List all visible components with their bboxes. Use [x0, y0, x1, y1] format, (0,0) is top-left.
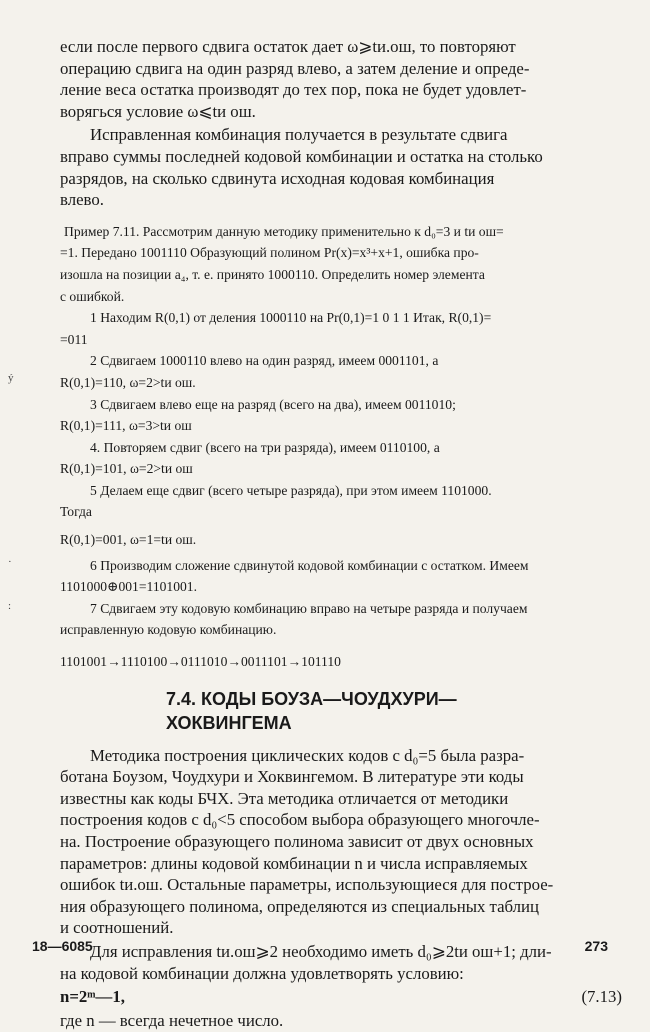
text-line: влево.: [60, 190, 104, 210]
text-line: если после первого сдвига остаток дает ω⩾tи.ош, то повторяют: [60, 37, 516, 56]
example-line: R(0,1)=001, ω=1=tи ош.: [60, 532, 197, 548]
text-line: ошибок tи.ош. Остальные параметры, использующиеся для построе-: [60, 875, 554, 895]
section-title-line-2: ХОКВИНГЕМА: [166, 712, 292, 733]
text-line: на. Построение образующего полинома зависит от двух основных: [60, 832, 534, 851]
example-line: 4. Повторяем сдвиг (всего на три разряда), имеем 0110100, а: [90, 439, 440, 455]
page-number: 273: [584, 938, 608, 954]
text-line: параметров: длины кодовой комбинации n и числа исправляемых: [60, 853, 528, 873]
margin-mark: :: [8, 600, 12, 612]
text-line: где n — всегда нечетное число.: [60, 1011, 284, 1031]
text-line: вправо суммы последней кодовой комбинации и остатка на столько: [60, 146, 543, 166]
paragraph-3: [60, 745, 622, 939]
text-line: ление веса остатка производят до тех пор, пока не будет удовлет-: [60, 80, 527, 100]
formula-note: [60, 1010, 622, 1032]
paragraph-2: [60, 124, 622, 210]
paragraph-1: [60, 36, 622, 122]
example-line: 7 Сдвигаем эту кодовую комбинацию вправо на четыре разряда и получаем: [90, 600, 528, 616]
example-line: R(0,1)=111, ω=3>tи ош: [60, 418, 192, 434]
text-line: на кодовой комбинации должна удовлетворять условию:: [60, 963, 464, 983]
example-line: изошла на позиции a₄, т. е. принято 1000110. Определить номер элемента: [60, 266, 485, 282]
text-line: Исправленная комбинация получается в результате сдвига: [90, 125, 508, 145]
text-line: ворягься условие ω⩽tи ош.: [60, 101, 256, 121]
text-line: операцию сдвига на один разряд влево, а затем деление и опреде-: [60, 58, 530, 78]
example-line: 2 Сдвигаем 1000110 влево на один разряд, имеем 0001101, а: [90, 353, 439, 369]
page-footer: [32, 938, 608, 954]
example-line: 5 Делаем еще сдвиг (всего четыре разряда), при этом имеем 1101000.: [90, 482, 492, 498]
example-line: Тогда: [60, 504, 92, 520]
example-line: =1. Передано 1001110 Образующий полином Pr(x)=x³+x+1, ошибка про-: [60, 245, 479, 261]
text-line: и соотношений.: [60, 918, 174, 938]
page-content: [60, 36, 622, 1032]
example-line: исправленную кодовую комбинацию.: [60, 622, 277, 638]
example-sequence: 1101001→1110100→0111010→0011101→101110: [60, 654, 341, 670]
example-line: =011: [60, 331, 88, 347]
formula-number: (7.13): [581, 987, 622, 1007]
text-line: ния образующего полинома, определяются из специальных таблиц: [60, 896, 540, 916]
example-line: R(0,1)=110, ω=2>tи ош.: [60, 374, 196, 390]
margin-mark: ý: [8, 372, 14, 384]
margin-mark: ·: [8, 556, 12, 568]
section-title-line-1: 7.4. КОДЫ БОУЗА—ЧОУДХУРИ—: [166, 688, 457, 709]
text-line: Для исправления tи.ош⩾2 необходимо иметь d₀⩾2tи ош+1; дли-: [90, 941, 552, 961]
example-line: 1101000⊕001=1101001.: [60, 579, 197, 595]
text-line: известны как коды БЧХ. Эта методика отличается от методики: [60, 788, 509, 808]
example-line: с ошибкой.: [60, 288, 125, 304]
example-line: 3 Сдвигаем влево еще на разряд (всего на два), имеем 0011010;: [90, 396, 456, 412]
example-block: [60, 221, 622, 673]
example-line: R(0,1)=101, ω=2>tи ош: [60, 461, 193, 477]
text-line: Методика построения циклических кодов с d₀=5 была разра-: [90, 745, 525, 765]
text-line: построения кодов с d₀<5 способом выбора образующего многочле-: [60, 810, 540, 830]
example-line: 6 Производим сложение сдвинутой кодовой комбинации с остатком. Имеем: [90, 557, 529, 573]
text-line: ботана Боузом, Чоудхури и Хоквингемом. В литературе эти коды: [60, 767, 524, 787]
formula: n=2ᵐ—1,: [60, 987, 125, 1007]
example-title-line: Пример 7.11. Рассмотрим данную методику применительно к d₀=3 и tи ош=: [64, 223, 504, 239]
section-heading: [166, 687, 622, 735]
formula-7-13: [60, 984, 622, 1010]
printer-signature: 18—6085: [32, 938, 93, 954]
example-line: 1 Находим R(0,1) от деления 1000110 на Pr(0,1)=1 0 1 1 Итак, R(0,1)=: [90, 310, 492, 326]
text-line: разрядов, на сколько сдвинута исходная кодовая комбинация: [60, 168, 495, 188]
